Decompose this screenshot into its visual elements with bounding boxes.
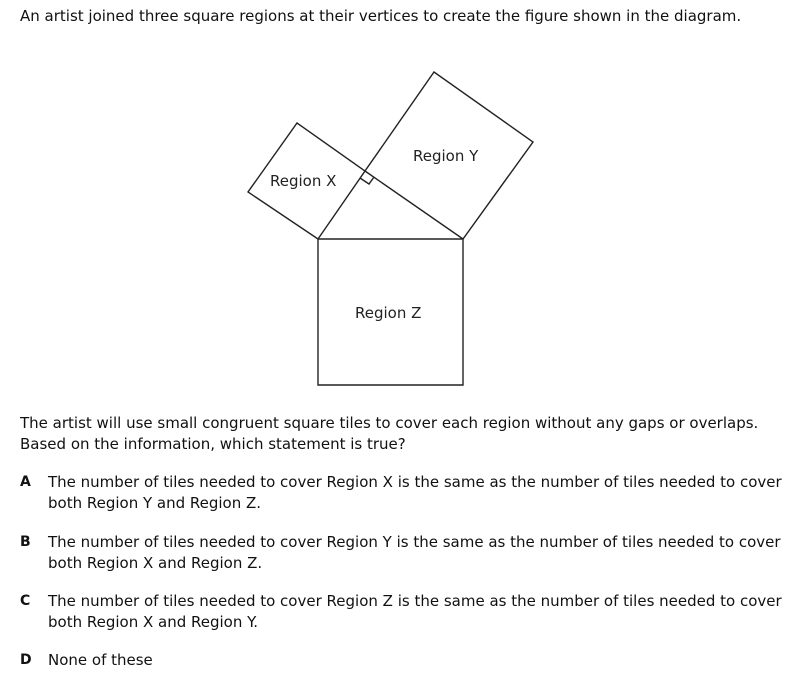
region-z-label: Region Z: [355, 304, 422, 322]
option-text: None of these: [48, 651, 153, 669]
question-text: The artist will use small congruent square tiles to cover each region without any gaps or overlaps. Based on the information, which statement is true?: [20, 414, 759, 453]
intro-text: An artist joined three square regions at their vertices to create the figure shown in the diagram.: [20, 7, 742, 25]
option-letter: C: [20, 593, 31, 609]
region-y-label: Region Y: [413, 147, 479, 165]
right-angle-marker: [360, 177, 374, 184]
option-letter: A: [20, 474, 31, 490]
option-text: The number of tiles needed to cover Region Z is the same as the number of tiles needed to cover both Region X and Region Y.: [48, 592, 782, 631]
option-letter: B: [20, 534, 31, 550]
option-text: The number of tiles needed to cover Region X is the same as the number of tiles needed to cover both Region Y and Region Z.: [48, 473, 782, 512]
region-x-label: Region X: [270, 172, 337, 190]
option-text: The number of tiles needed to cover Region Y is the same as the number of tiles needed to cover both Region X and Region Z.: [48, 533, 781, 572]
option-letter: D: [20, 652, 32, 668]
